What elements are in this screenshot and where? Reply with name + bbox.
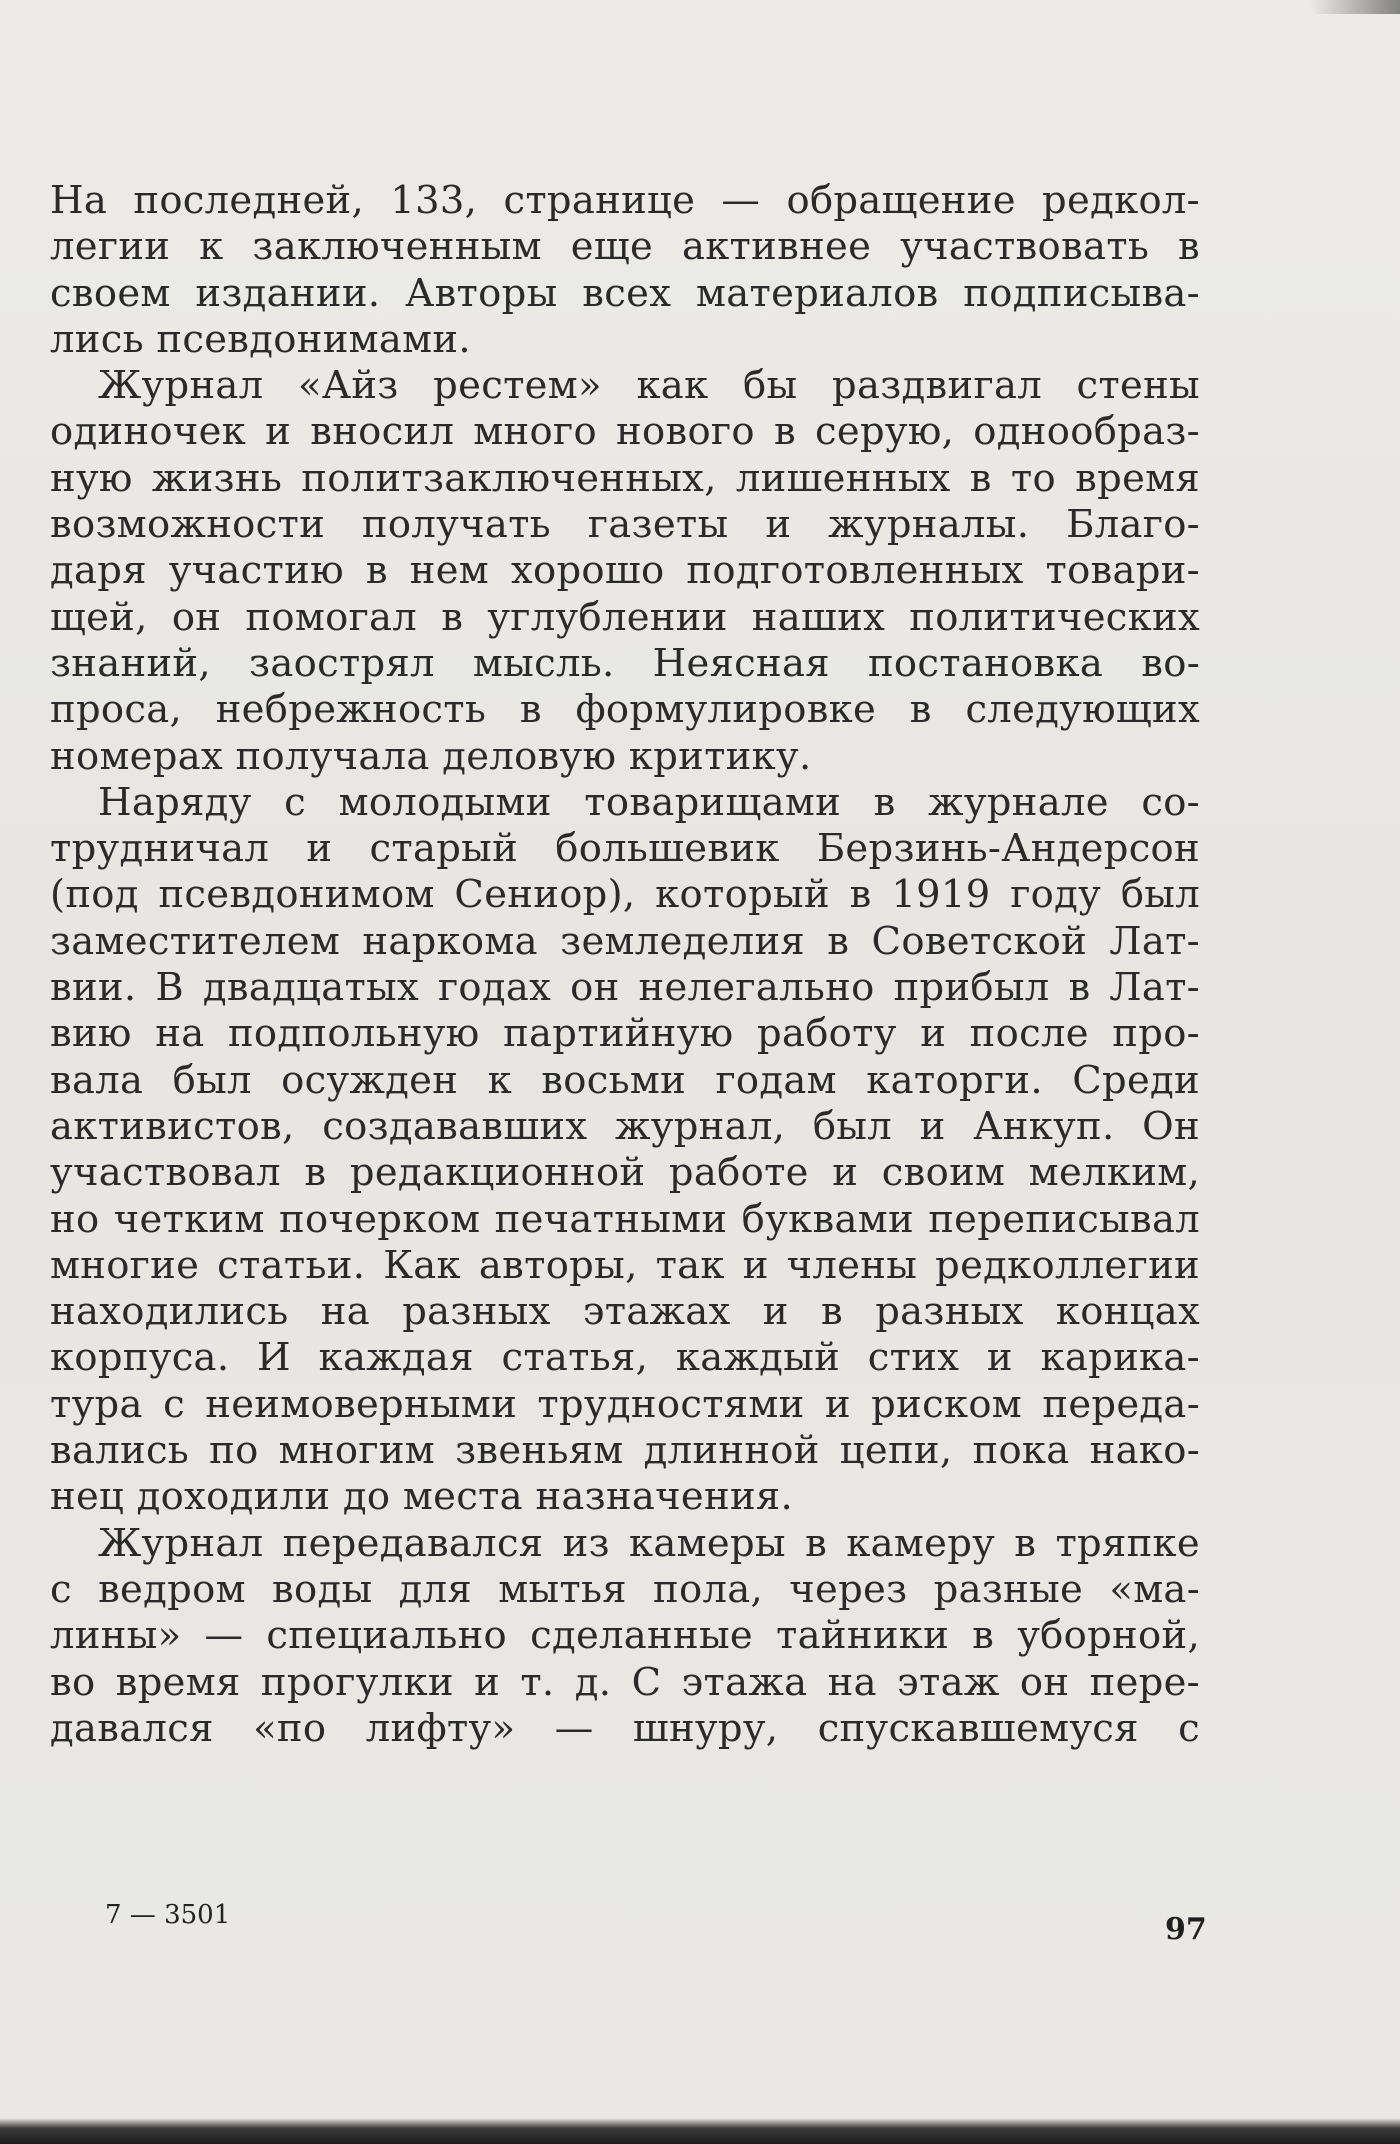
text-line: во время прогулки и т. д. С этажа на этаж он пере- <box>50 1659 1200 1705</box>
text-line: трудничал и старый большевик Берзинь-Андерсон <box>50 826 1200 872</box>
text-line: вала был осужден к восьми годам каторги. Среди <box>50 1057 1200 1103</box>
text-line: номерах получала деловую критику. <box>50 733 812 779</box>
text-line: нец доходили до места назначения. <box>50 1474 794 1520</box>
text-line: вались по многим звеньям длинной цепи, пока нако- <box>50 1428 1200 1474</box>
text-line: вии. В двадцатых годах он нелегально прибыл в Лат- <box>50 965 1200 1011</box>
text-line: тура с неимоверными трудностями и риском переда- <box>50 1381 1200 1427</box>
text-line: но четким почерком печатными буквами переписывал <box>50 1196 1200 1242</box>
text-line: находились на разных этажах и в разных концах <box>50 1289 1200 1335</box>
text-line: активистов, создававших журнал, был и Анкуп. Он <box>50 1103 1200 1149</box>
text-line: заместителем наркома земледелия в Советской Лат- <box>50 918 1200 964</box>
text-line: с ведром воды для мытья пола, через разные «ма- <box>50 1566 1200 1612</box>
text-line: вию на подпольную партийную работу и после про- <box>50 1011 1200 1057</box>
text-line: щей, он помогал в углублении наших политических <box>50 594 1200 640</box>
text-line: своем издании. Авторы всех материалов подписыва- <box>50 270 1200 316</box>
text-line: легии к заключенным еще активнее участвовать в <box>50 224 1200 270</box>
text-line: ную жизнь политзаключенных, лишенных в то время <box>50 455 1200 501</box>
body-text <box>50 178 1200 1752</box>
page-edge-shadow <box>0 2118 1400 2144</box>
text-line: участвовал в редакционной работе и своим мелким, <box>50 1150 1200 1196</box>
text-line: проса, небрежность в формулировке в следующих <box>50 687 1200 733</box>
text-line: (под псевдонимом Сениор), который в 1919 году был <box>50 872 1200 918</box>
text-line: давался «по лифту» — шнуру, спускавшемуся с <box>50 1705 1200 1751</box>
text-line: одиночек и вносил много нового в серую, однообраз- <box>50 409 1200 455</box>
printer-signature-mark: 7 — 3501 <box>105 1900 231 1930</box>
text-line: лины» — специально сделанные тайники в уборной, <box>50 1613 1200 1659</box>
text-line: даря участию в нем хорошо подготовленных товари- <box>50 548 1200 594</box>
text-line: Журнал «Айз рестем» как бы раздвигал стены <box>98 363 1200 409</box>
text-line: многие статьи. Как авторы, так и члены редколлегии <box>50 1242 1200 1288</box>
page-number: 97 <box>1165 1912 1207 1947</box>
text-line: знаний, заострял мысль. Неясная постановка во- <box>50 640 1200 686</box>
page-edge-shadow <box>1310 0 1400 14</box>
text-line: корпуса. И каждая статья, каждый стих и карика- <box>50 1335 1200 1381</box>
text-line: На последней, 133, странице — обращение редкол- <box>50 178 1200 223</box>
text-line: Наряду с молодыми товарищами в журнале со- <box>98 779 1200 825</box>
text-line: возможности получать газеты и журналы. Благо- <box>50 502 1200 548</box>
text-line: лись псевдонимами. <box>50 316 471 362</box>
text-line: Журнал передавался из камеры в камеру в тряпке <box>98 1520 1200 1566</box>
